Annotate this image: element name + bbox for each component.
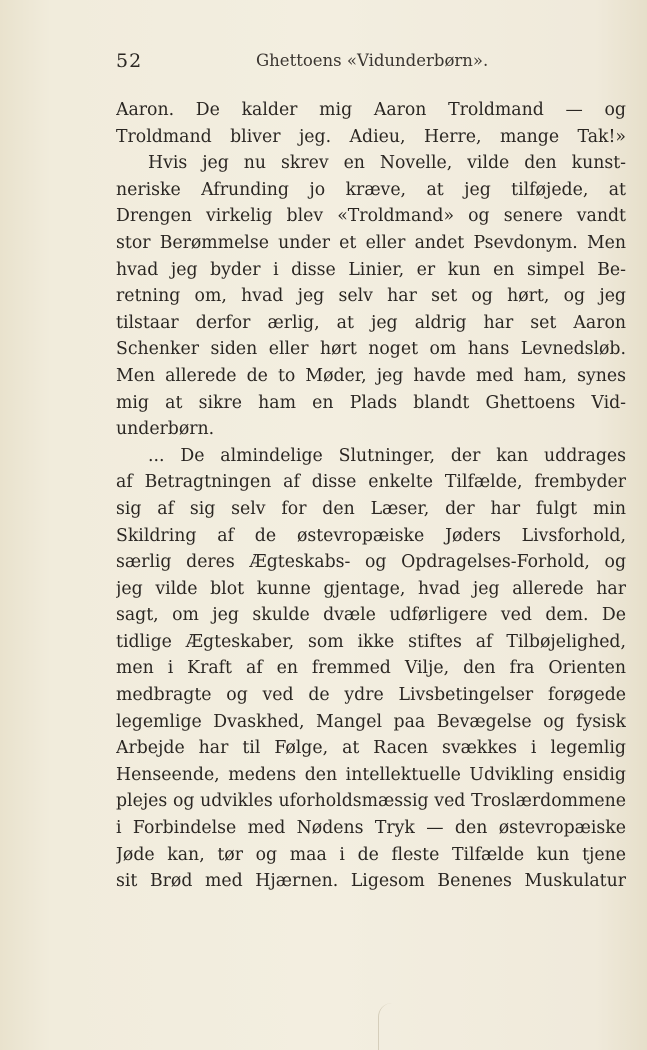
text-line: jeg vilde blot kunne gjentage, hvad jeg allerede har — [116, 578, 626, 599]
text-line: Henseende, medens den intellektuelle Udvikling ensidig — [116, 764, 626, 785]
page-number: 52 — [116, 50, 143, 72]
page-header — [116, 50, 528, 80]
body-text — [116, 97, 626, 895]
text-line: sagt, om jeg skulde dvæle udførligere ved dem. De — [116, 605, 626, 626]
text-line: men i Kraft af en fremmed Vilje, den fra Orienten — [116, 658, 626, 679]
text-line: Men allerede de to Møder, jeg havde med ham, synes — [116, 365, 626, 386]
text-line: Skildring af de østevropæiske Jøders Livsforhold, — [116, 525, 626, 546]
text-line: plejes og udvikles uforholdsmæssig ved Troslærdommene — [116, 791, 626, 812]
text-line: medbragte og ved de ydre Livsbetingelser forøgede — [116, 685, 626, 706]
text-line: legemlige Dvaskhed, Mangel paa Bevægelse og fysisk — [116, 711, 626, 732]
text-line: tilstaar derfor ærlig, at jeg aldrig har set Aaron — [116, 312, 626, 333]
text-line: sig af sig selv for den Læser, der har fulgt min — [116, 498, 626, 519]
text-line: Arbejde har til Følge, at Racen svækkes i legemlig — [116, 738, 626, 759]
text-line: Drengen virkelig blev «Troldmand» og senere vandt — [116, 206, 626, 227]
text-line: Schenker siden eller hørt noget om hans Levnedsløb. — [116, 339, 626, 360]
text-line: hvad jeg byder i disse Linier, er kun en simpel Be- — [116, 259, 626, 280]
text-line: i Forbindelse med Nødens Tryk — den østevropæiske — [116, 818, 626, 839]
text-line: Jøde kan, tør og maa i de fleste Tilfælde kun tjene — [116, 844, 626, 865]
text-line: Troldmand bliver jeg. Adieu, Herre, mange Tak!» — [116, 126, 626, 147]
text-line: tidlige Ægteskaber, som ikke stiftes af Tilbøjelighed, — [116, 631, 626, 652]
paper-crease — [378, 1003, 459, 1050]
text-line: af Betragtningen af disse enkelte Tilfælde, frembyder — [116, 472, 626, 493]
running-title: Ghettoens «Vidunderbørn». — [256, 51, 489, 70]
text-line: Hvis jeg nu skrev en Novelle, vilde den kunst- — [148, 153, 626, 174]
text-line: sit Brød med Hjærnen. Ligesom Benenes Muskulatur — [116, 871, 626, 892]
text-line: underbørn. — [116, 419, 215, 440]
text-line: stor Berømmelse under et eller andet Psevdonym. Men — [116, 232, 626, 253]
text-line: Aaron. De kalder mig Aaron Troldmand — og — [116, 100, 626, 120]
text-line: neriske Afrunding jo kræve, at jeg tilføjede, at — [116, 179, 626, 200]
text-line: retning om, hvad jeg selv har set og hørt, og jeg — [116, 286, 626, 307]
text-line: særlig deres Ægteskabs- og Opdragelses-Forhold, og — [116, 552, 626, 573]
text-line: ... De almindelige Slutninger, der kan uddrages — [148, 445, 626, 466]
text-line: mig at sikre ham en Plads blandt Ghettoens Vid- — [116, 392, 626, 413]
